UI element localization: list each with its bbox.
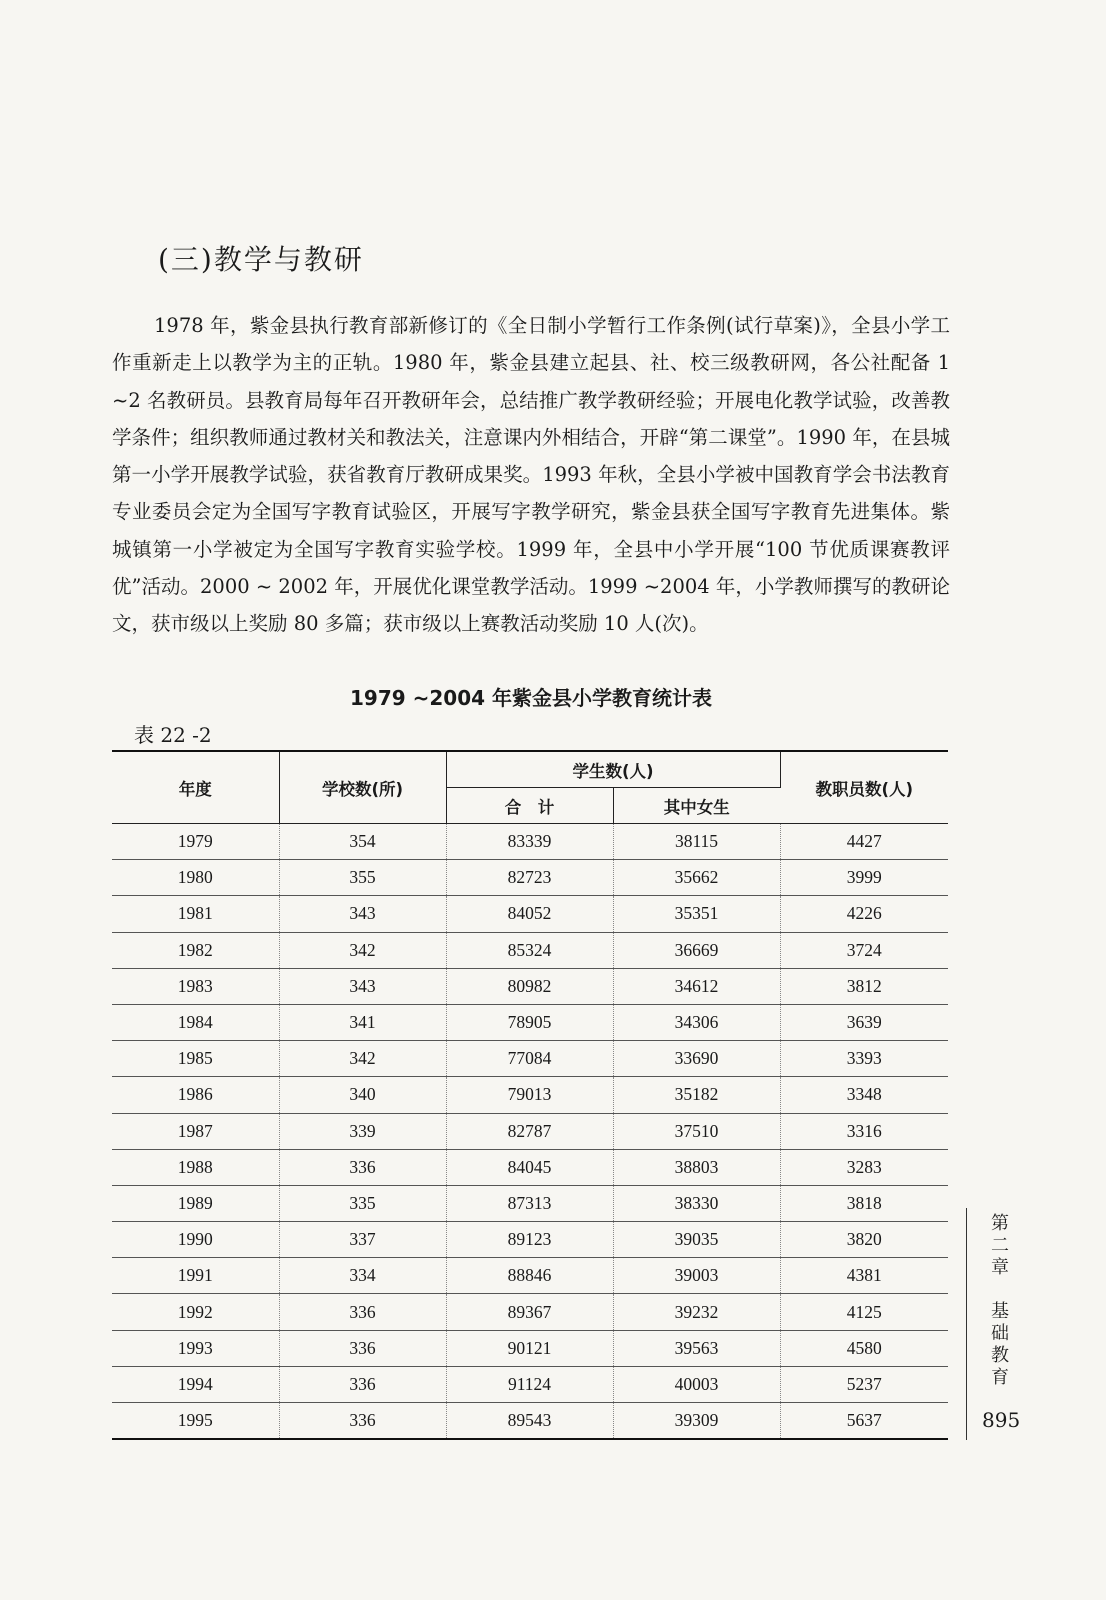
- schools-cell: 343: [279, 968, 446, 1004]
- staff-cell: 3639: [780, 1004, 948, 1040]
- students-total-cell: 82723: [446, 860, 613, 896]
- schools-cell: 354: [279, 824, 446, 860]
- students-total-cell: 90121: [446, 1330, 613, 1366]
- female-students-cell: 39035: [613, 1222, 780, 1258]
- female-students-cell: 39232: [613, 1294, 780, 1330]
- year-cell: 1983: [112, 968, 279, 1004]
- year-cell: 1988: [112, 1149, 279, 1185]
- schools-cell: 355: [279, 860, 446, 896]
- year-cell: 1979: [112, 824, 279, 860]
- female-students-cell: 40003: [613, 1366, 780, 1402]
- table-row: [112, 1366, 948, 1402]
- schools-cell: 334: [279, 1258, 446, 1294]
- students-total-cell: 89543: [446, 1403, 613, 1440]
- staff-cell: 3724: [780, 932, 948, 968]
- female-students-cell: 39309: [613, 1403, 780, 1440]
- schools-cell: 336: [279, 1149, 446, 1185]
- students-total-cell: 83339: [446, 824, 613, 860]
- schools-cell: 337: [279, 1222, 446, 1258]
- table-row: [112, 824, 948, 860]
- schools-cell: 336: [279, 1403, 446, 1440]
- staff-cell: 3818: [780, 1185, 948, 1221]
- female-students-cell: 36669: [613, 932, 780, 968]
- students-total-cell: 78905: [446, 1004, 613, 1040]
- staff-cell: 5237: [780, 1366, 948, 1402]
- staff-cell: 5637: [780, 1403, 948, 1440]
- table-body: [112, 824, 948, 1440]
- staff-cell: 3283: [780, 1149, 948, 1185]
- statistics-table: [112, 750, 948, 1440]
- section-title: (三)教学与教研: [158, 243, 364, 276]
- schools-cell: 342: [279, 1041, 446, 1077]
- staff-cell: 3348: [780, 1077, 948, 1113]
- staff-cell: 4226: [780, 896, 948, 932]
- year-cell: 1989: [112, 1185, 279, 1221]
- staff-cell: 3393: [780, 1041, 948, 1077]
- students-total-cell: 84052: [446, 896, 613, 932]
- staff-cell: 3316: [780, 1113, 948, 1149]
- students-total-cell: 87313: [446, 1185, 613, 1221]
- female-students-cell: 38330: [613, 1185, 780, 1221]
- header-schools: 学校数(所): [279, 751, 446, 824]
- staff-cell: 3820: [780, 1222, 948, 1258]
- staff-cell: 3999: [780, 860, 948, 896]
- schools-cell: 339: [279, 1113, 446, 1149]
- schools-cell: 336: [279, 1366, 446, 1402]
- table-row: [112, 1294, 948, 1330]
- year-cell: 1991: [112, 1258, 279, 1294]
- year-cell: 1985: [112, 1041, 279, 1077]
- header-year: 年度: [112, 751, 279, 824]
- table-number: 表 22 -2: [134, 723, 212, 747]
- female-students-cell: 34306: [613, 1004, 780, 1040]
- paragraph-text: 1978 年，紫金县执行教育部新修订的《全日制小学暂行工作条例(试行草案)》，全县小学工作重新走上以教学为主的正轨。1980 年，紫金县建立起县、社、校三级教研网，各公社配备 1 ~2 名教研员。县教育局每年召开教研年会，总结推广教学教研经验；开展电化教学试验，改善教学条件；组织教师通过教材关和教法关，注意课内外相结合，开辟“第二课堂”。1990 年，在县城第一小学开展教学试验，获省教育厅教研成果奖。1993 年秋，全县小学被中国教育学会书法教育专业委员会定为全国写字教育试验区，开展写字教学研究，紫金县获全国写字教育先进集体。紫城镇第一小学被定为全国写字教育实验学校。1999 年，全县中小学开展“100 节优质课赛教评优”活动。2000 ~ 2002 年，开展优化课堂教学活动。1999 ~2004 年，小学教师撰写的教研论文，获市级以上奖励 80 多篇；获市级以上赛教活动奖励 10 人(次)。: [112, 314, 950, 636]
- chapter-label: 第二章 基础教育: [988, 1213, 1009, 1389]
- schools-cell: 342: [279, 932, 446, 968]
- students-total-cell: 82787: [446, 1113, 613, 1149]
- schools-cell: 340: [279, 1077, 446, 1113]
- year-cell: 1984: [112, 1004, 279, 1040]
- staff-cell: 3812: [780, 968, 948, 1004]
- female-students-cell: 35662: [613, 860, 780, 896]
- header-staff: 教职员数(人): [780, 751, 948, 824]
- year-cell: 1986: [112, 1077, 279, 1113]
- schools-cell: 336: [279, 1330, 446, 1366]
- table-row: [112, 1222, 948, 1258]
- female-students-cell: 35351: [613, 896, 780, 932]
- side-divider: [966, 1208, 967, 1440]
- table-row: [112, 1258, 948, 1294]
- year-cell: 1995: [112, 1403, 279, 1440]
- table-row: [112, 1403, 948, 1440]
- body-paragraph: [112, 307, 950, 643]
- students-total-cell: 89123: [446, 1222, 613, 1258]
- schools-cell: 343: [279, 896, 446, 932]
- table-row: [112, 1077, 948, 1113]
- students-total-cell: 91124: [446, 1366, 613, 1402]
- female-students-cell: 34612: [613, 968, 780, 1004]
- year-cell: 1980: [112, 860, 279, 896]
- students-total-cell: 89367: [446, 1294, 613, 1330]
- table-row: [112, 932, 948, 968]
- female-students-cell: 38803: [613, 1149, 780, 1185]
- year-cell: 1990: [112, 1222, 279, 1258]
- schools-cell: 341: [279, 1004, 446, 1040]
- table-row: [112, 860, 948, 896]
- table-row: [112, 1185, 948, 1221]
- year-cell: 1994: [112, 1366, 279, 1402]
- students-total-cell: 80982: [446, 968, 613, 1004]
- students-total-cell: 77084: [446, 1041, 613, 1077]
- staff-cell: 4381: [780, 1258, 948, 1294]
- female-students-cell: 33690: [613, 1041, 780, 1077]
- year-cell: 1993: [112, 1330, 279, 1366]
- year-cell: 1982: [112, 932, 279, 968]
- students-total-cell: 84045: [446, 1149, 613, 1185]
- year-cell: 1987: [112, 1113, 279, 1149]
- table-row: [112, 1113, 948, 1149]
- female-students-cell: 35182: [613, 1077, 780, 1113]
- female-students-cell: 39003: [613, 1258, 780, 1294]
- page-number: 895: [982, 1408, 1021, 1432]
- header-students: 学生数(人): [446, 751, 780, 788]
- female-students-cell: 39563: [613, 1330, 780, 1366]
- staff-cell: 4125: [780, 1294, 948, 1330]
- year-cell: 1981: [112, 896, 279, 932]
- schools-cell: 336: [279, 1294, 446, 1330]
- female-students-cell: 37510: [613, 1113, 780, 1149]
- table-row: [112, 1330, 948, 1366]
- header-total: 合 计: [446, 788, 613, 824]
- staff-cell: 4427: [780, 824, 948, 860]
- schools-cell: 335: [279, 1185, 446, 1221]
- table-row: [112, 1004, 948, 1040]
- students-total-cell: 88846: [446, 1258, 613, 1294]
- staff-cell: 4580: [780, 1330, 948, 1366]
- year-cell: 1992: [112, 1294, 279, 1330]
- table-row: [112, 968, 948, 1004]
- table-row: [112, 1149, 948, 1185]
- table-row: [112, 896, 948, 932]
- header-female: 其中女生: [613, 788, 780, 824]
- students-total-cell: 79013: [446, 1077, 613, 1113]
- students-total-cell: 85324: [446, 932, 613, 968]
- table-caption: 1979 ~2004 年紫金县小学教育统计表: [349, 686, 712, 710]
- table-row: [112, 1041, 948, 1077]
- female-students-cell: 38115: [613, 824, 780, 860]
